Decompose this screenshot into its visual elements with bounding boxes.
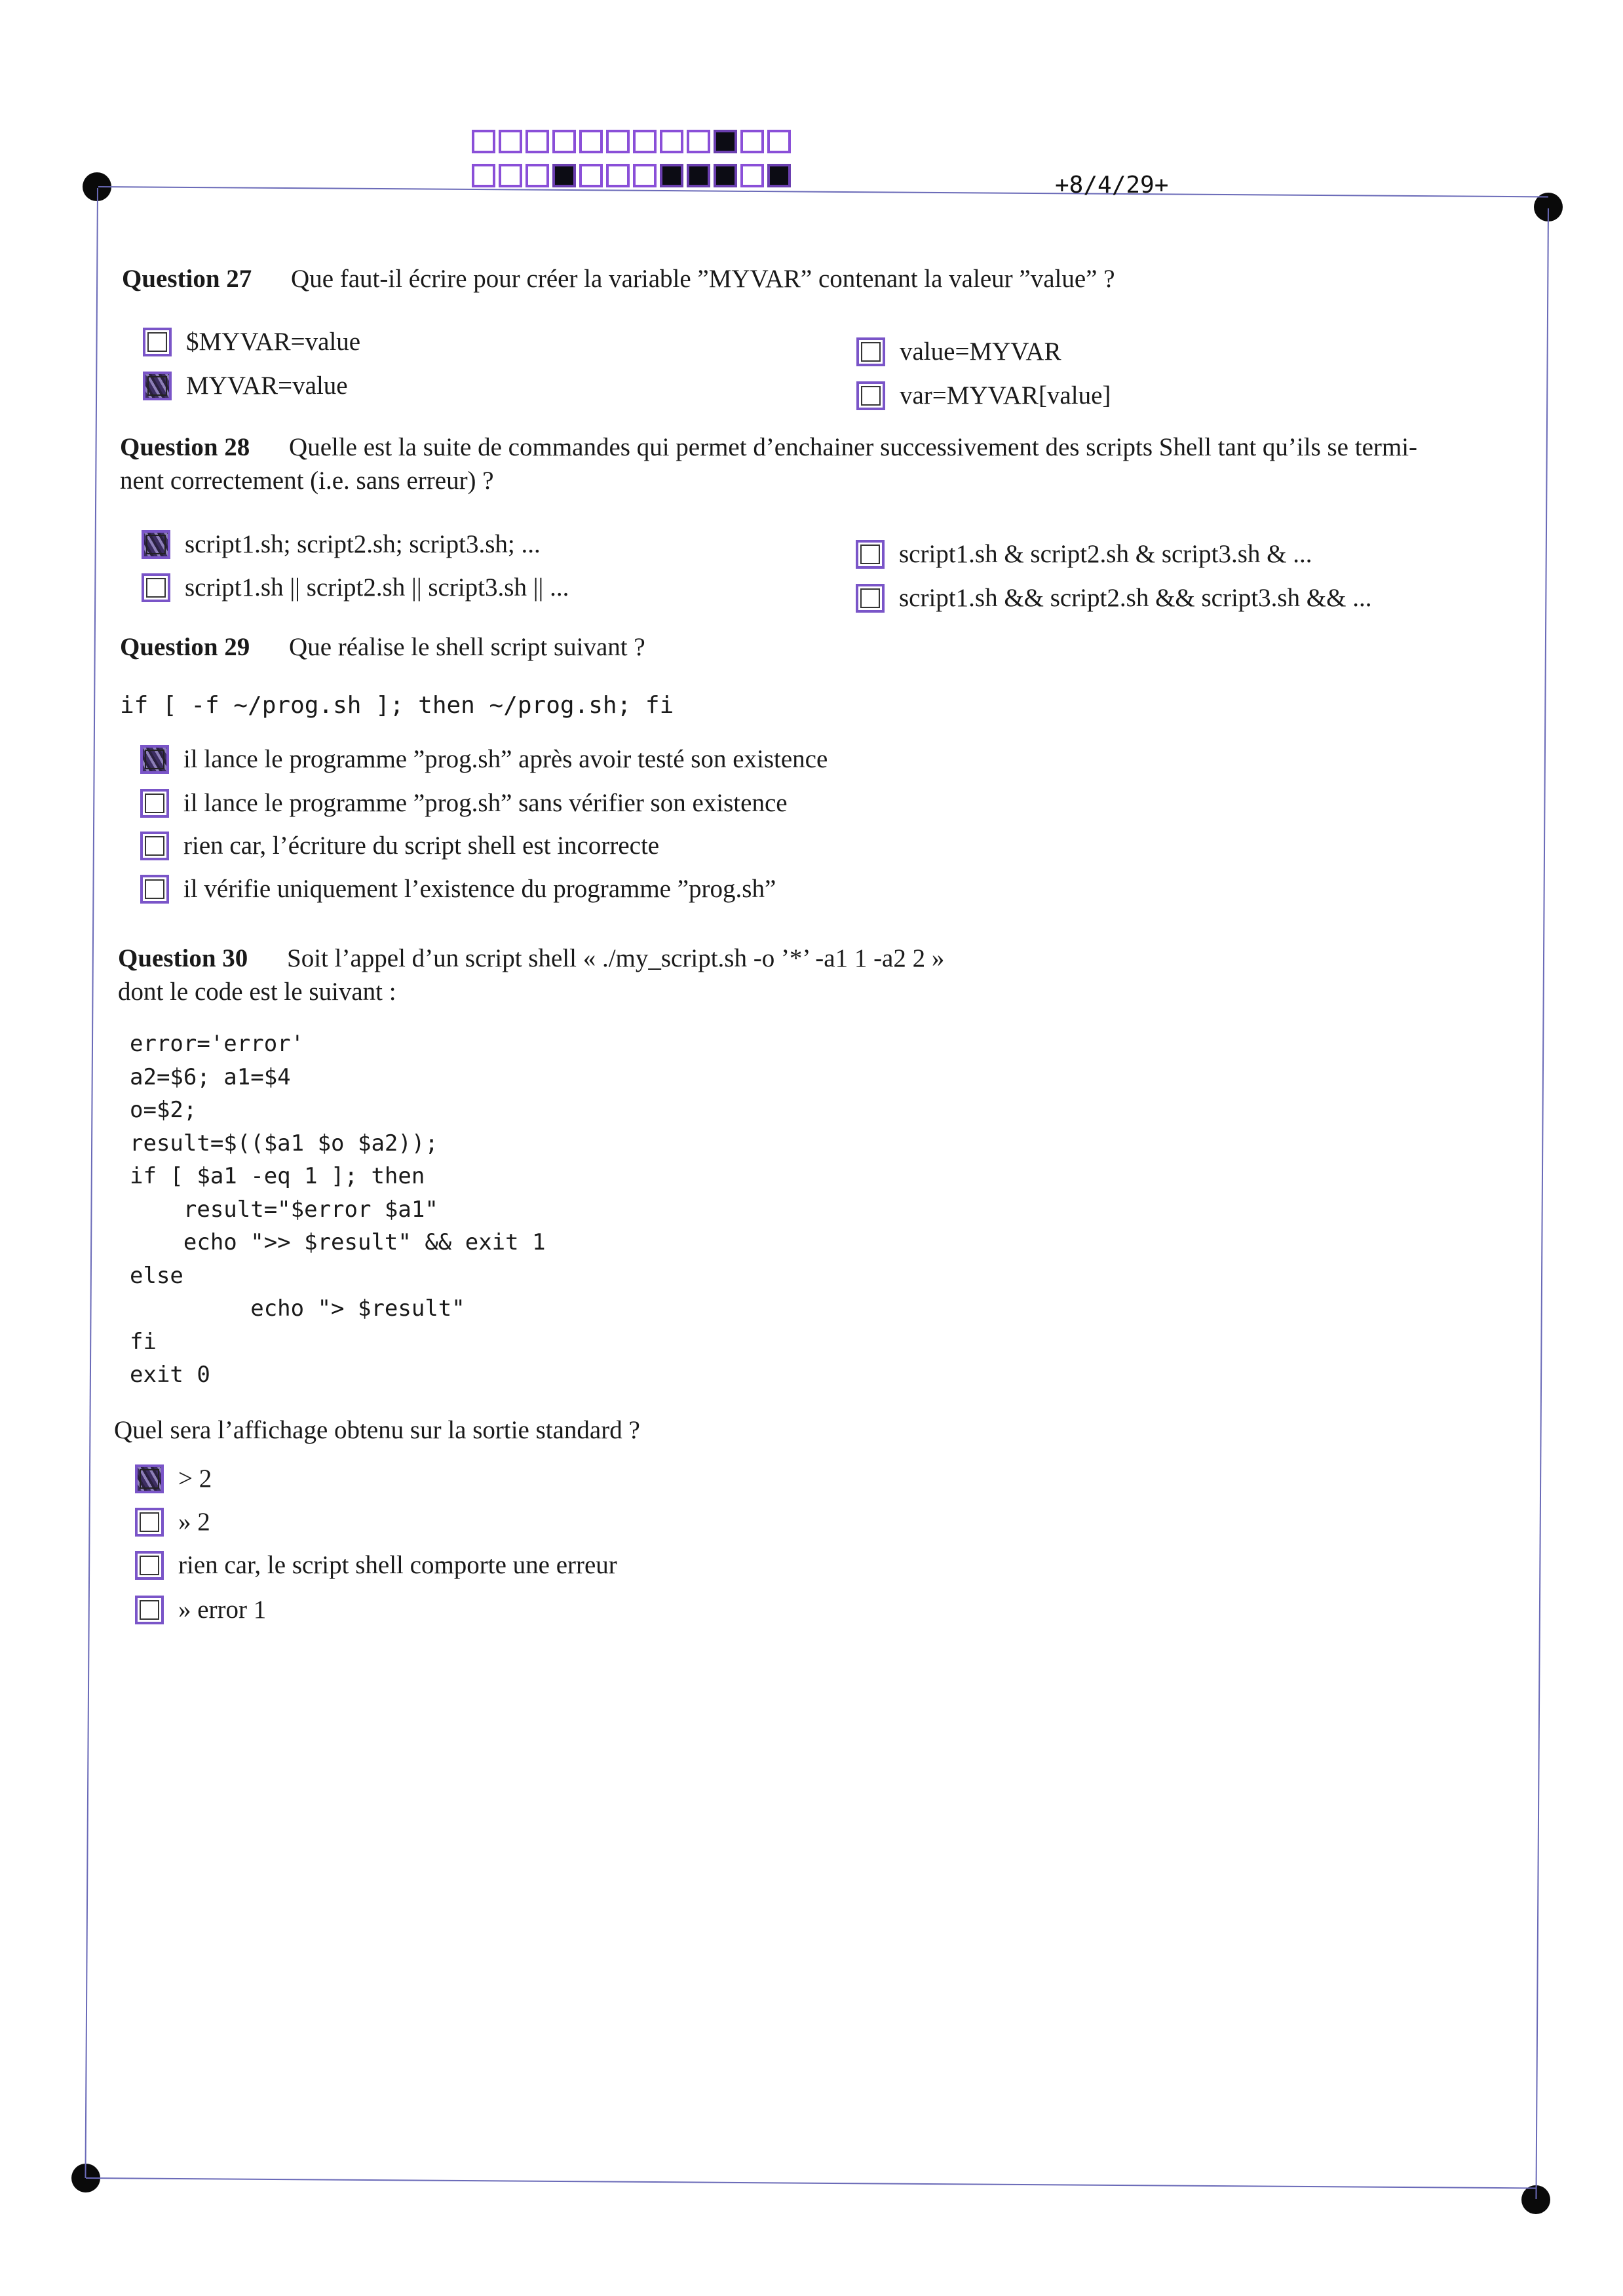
code-line: a2=$6; a1=$4 xyxy=(130,1063,291,1090)
code-cell-empty xyxy=(606,130,630,153)
code-cell-empty xyxy=(525,130,549,153)
question-number: Question 27 xyxy=(122,265,252,293)
question-text-line-1: Quelle est la suite de commandes qui permet d’enchainer successivement des scripts Shell tant qu’ils se termi- xyxy=(289,433,1418,461)
code-cell-empty xyxy=(579,164,603,187)
code-line: result="$error $a1" xyxy=(130,1196,438,1223)
code-cell-empty xyxy=(579,130,603,153)
code-cell-filled xyxy=(767,164,791,187)
option-label: MYVAR=value xyxy=(186,372,348,400)
code-cell-empty xyxy=(740,130,764,153)
option-label: > 2 xyxy=(178,1464,212,1493)
option-label: » error 1 xyxy=(178,1596,267,1624)
code-line: echo ">> $result" && exit 1 xyxy=(130,1229,546,1255)
header-code-row-1 xyxy=(472,130,794,153)
option-label: script1.sh && script2.sh && script3.sh && ... xyxy=(899,584,1372,612)
q27-option-2[interactable] xyxy=(143,371,348,400)
code-cell-empty xyxy=(606,164,630,187)
code-cell-empty xyxy=(660,130,683,153)
option-label: il vérifie uniquement l’existence du programme ”prog.sh” xyxy=(183,875,776,903)
checkbox[interactable] xyxy=(143,328,172,356)
checkbox[interactable] xyxy=(856,584,885,613)
checkbox[interactable] xyxy=(135,1596,164,1624)
checkbox[interactable] xyxy=(856,337,885,366)
checkbox[interactable] xyxy=(856,540,885,569)
option-label: value=MYVAR xyxy=(900,337,1061,366)
checkbox[interactable] xyxy=(140,875,169,904)
q30-option-3[interactable] xyxy=(135,1550,617,1580)
option-label: » 2 xyxy=(178,1508,210,1536)
question-30-text-line-2: dont le code est le suivant : xyxy=(118,978,396,1006)
header-code-row-2 xyxy=(472,164,794,187)
checkbox[interactable] xyxy=(135,1508,164,1537)
question-text-line-1: Soit l’appel d’un script shell « ./my_script.sh -o ’*’ -a1 1 -a2 2 » xyxy=(287,944,945,972)
frame-left-line xyxy=(85,188,98,2178)
q29-option-2[interactable] xyxy=(140,788,788,818)
code-cell-filled xyxy=(552,164,576,187)
code-cell-empty xyxy=(472,164,495,187)
page-id: +8/4/29+ xyxy=(1055,172,1169,199)
frame-top-line xyxy=(98,186,1548,197)
question-text: Que faut-il écrire pour créer la variable ”MYVAR” contenant la valeur ”value” ? xyxy=(291,265,1115,293)
q28-option-3[interactable] xyxy=(856,539,1312,569)
code-cell-empty xyxy=(472,130,495,153)
code-cell-empty xyxy=(499,164,522,187)
option-label: rien car, le script shell comporte une erreur xyxy=(178,1551,617,1579)
checkbox[interactable] xyxy=(856,381,885,410)
code-line: exit 0 xyxy=(130,1362,210,1388)
code-cell-filled xyxy=(660,164,683,187)
option-label: var=MYVAR[value] xyxy=(900,381,1111,410)
checkbox-checked[interactable] xyxy=(142,530,170,559)
code-line: echo "> $result" xyxy=(130,1295,465,1322)
option-label: rien car, l’écriture du script shell est incorrecte xyxy=(183,832,660,860)
code-line: else xyxy=(130,1262,183,1289)
q29-option-1[interactable] xyxy=(140,744,828,774)
q30-option-1[interactable] xyxy=(135,1464,212,1493)
code-cell-empty xyxy=(499,130,522,153)
code-line: result=$(($a1 $o $a2)); xyxy=(130,1130,438,1157)
frame-bottom-line xyxy=(86,2177,1536,2189)
checkbox-checked[interactable] xyxy=(143,372,172,400)
q27-option-1[interactable] xyxy=(143,327,360,356)
question-28-header xyxy=(120,432,1417,463)
question-30-header xyxy=(118,943,944,974)
code-line: fi xyxy=(130,1328,157,1355)
question-number: Question 30 xyxy=(118,944,248,972)
q29-option-4[interactable] xyxy=(140,874,776,904)
question-30-code-block xyxy=(130,1027,546,1392)
code-cell-empty xyxy=(687,130,710,153)
option-label: $MYVAR=value xyxy=(186,328,361,356)
frame-right-line xyxy=(1535,208,1549,2199)
checkbox[interactable] xyxy=(140,789,169,818)
code-cell-empty xyxy=(633,130,657,153)
code-line: error='error' xyxy=(130,1031,305,1057)
option-label: il lance le programme ”prog.sh” sans vérifier son existence xyxy=(183,789,788,817)
question-29-header xyxy=(120,632,645,663)
code-cell-empty xyxy=(767,130,791,153)
code-line: if [ $a1 -eq 1 ]; then xyxy=(130,1163,425,1189)
checkbox[interactable] xyxy=(142,573,170,602)
code-cell-filled xyxy=(714,130,737,153)
question-27-header xyxy=(122,263,1115,295)
q30-option-4[interactable] xyxy=(135,1595,266,1624)
code-line: o=$2; xyxy=(130,1097,197,1123)
q27-option-4[interactable] xyxy=(856,381,1111,410)
q28-option-4[interactable] xyxy=(856,583,1371,613)
checkbox[interactable] xyxy=(135,1551,164,1580)
option-label: script1.sh || script2.sh || script3.sh || ... xyxy=(185,573,569,602)
code-cell-empty xyxy=(525,164,549,187)
question-28-text-line-2: nent correctement (i.e. sans erreur) ? xyxy=(120,467,494,495)
option-label: script1.sh & script2.sh & script3.sh & ... xyxy=(899,540,1312,568)
option-label: il lance le programme ”prog.sh” après avoir testé son existence xyxy=(183,745,828,773)
q28-option-2[interactable] xyxy=(142,573,569,602)
option-label: script1.sh; script2.sh; script3.sh; ... xyxy=(185,530,541,558)
checkbox[interactable] xyxy=(140,832,169,860)
q30-option-2[interactable] xyxy=(135,1507,210,1537)
code-cell-empty xyxy=(633,164,657,187)
code-cell-filled xyxy=(687,164,710,187)
question-29-code: if [ -f ~/prog.sh ]; then ~/prog.sh; fi xyxy=(120,692,674,719)
checkbox-checked[interactable] xyxy=(140,745,169,774)
code-cell-filled xyxy=(714,164,737,187)
code-cell-empty xyxy=(552,130,576,153)
q29-option-3[interactable] xyxy=(140,831,659,860)
checkbox-checked[interactable] xyxy=(135,1464,164,1493)
question-number: Question 29 xyxy=(120,633,250,661)
question-30-prompt: Quel sera l’affichage obtenu sur la sortie standard ? xyxy=(114,1416,640,1444)
code-cell-empty xyxy=(740,164,764,187)
question-text: Que réalise le shell script suivant ? xyxy=(289,633,645,661)
question-number: Question 28 xyxy=(120,433,250,461)
q28-option-1[interactable] xyxy=(142,529,541,559)
q27-option-3[interactable] xyxy=(856,337,1061,366)
